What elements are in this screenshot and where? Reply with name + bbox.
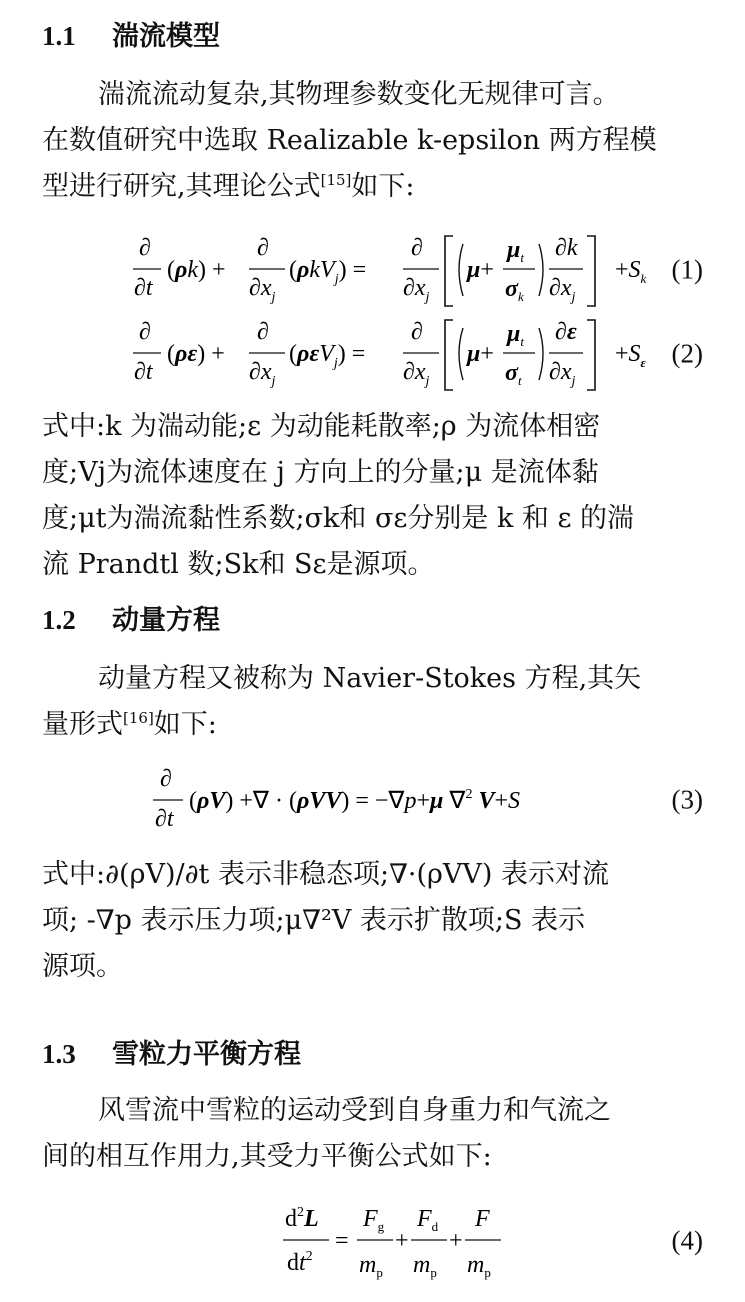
- equation-4-formula: [283, 1196, 523, 1286]
- drag-force: $F_d$: [416, 1206, 438, 1234]
- dt2-denominator: $dt^2$: [286, 1249, 313, 1276]
- section-heading-1-1: [42, 16, 220, 56]
- paragraph-line: 流 Prandtl 数;Sk和 Sε是源项。: [42, 549, 435, 580]
- left-paren: [459, 244, 463, 296]
- rho-epsilon-vj-term: (ρεV$_j$) =: [288, 341, 365, 371]
- right-paren: [539, 328, 543, 380]
- section-1-3-intro: [42, 1088, 704, 1180]
- paragraph-line: 湍流流动复杂,其物理参数变化无规律可言。: [98, 79, 620, 110]
- partial-t: ∂t: [133, 275, 153, 301]
- partial-xj: $\partial x_j$: [248, 359, 275, 389]
- left-bracket: [445, 236, 453, 306]
- paragraph-line: 风雪流中雪粒的运动受到自身重力和气流之: [98, 1095, 611, 1126]
- paragraph-line: 式中:k 为湍动能;ε 为动能耗散率;ρ 为流体相密: [42, 411, 601, 442]
- paragraph-text: 量形式: [42, 709, 123, 740]
- section-title: 雪粒力平衡方程: [112, 1039, 301, 1070]
- partial-epsilon: ∂ε: [554, 319, 577, 345]
- right-bracket: [587, 320, 595, 390]
- d2L-numerator: $d^2L$: [284, 1205, 319, 1232]
- paragraph-line: 间的相互作用力,其受力平衡公式如下:: [42, 1141, 492, 1172]
- partial-symbol: ∂: [410, 235, 423, 261]
- partial-k: ∂k: [554, 235, 578, 261]
- equation-1: [100, 228, 705, 312]
- partial-symbol: ∂: [410, 319, 423, 345]
- section-1-1-intro: [42, 72, 704, 210]
- partial-symbol: ∂: [256, 235, 269, 261]
- paragraph-line: 在数值研究中选取 Realizable k-epsilon 两方程模: [42, 125, 657, 156]
- source-term-s-epsilon: [613, 312, 673, 396]
- citation-15: [15]: [320, 171, 352, 189]
- partial-symbol: ∂: [256, 319, 269, 345]
- partial-symbol: ∂: [159, 766, 172, 792]
- sigma-k-symbol: $\sigma_k$: [504, 276, 524, 304]
- svg-text:+Sk: $+S_k$: [614, 257, 646, 286]
- rho-k-term: (ρk) +: [166, 257, 226, 283]
- particle-mass: $m_p$: [466, 1252, 491, 1280]
- paragraph-line: 源项。: [42, 951, 123, 982]
- left-bracket: [445, 320, 453, 390]
- equation-number: (3): [671, 784, 703, 815]
- paragraph-text: 如下:: [351, 171, 415, 202]
- partial-t: ∂t: [154, 806, 174, 832]
- section-number: 1.1: [42, 21, 76, 51]
- partial-xj: $\partial x_j$: [402, 275, 429, 305]
- mu-t-symbol: $\mu_t$: [506, 237, 524, 265]
- gravity-force: $F_g$: [362, 1206, 384, 1234]
- paragraph-line: [42, 702, 704, 748]
- equation-number: (1): [671, 254, 703, 285]
- section-1-2-intro: [42, 656, 704, 748]
- equation-2-formula: [133, 312, 613, 396]
- paragraph-line: 动量方程又被称为 Navier-Stokes 方程,其矢: [98, 663, 642, 694]
- section-title: 湍流模型: [112, 21, 220, 52]
- particle-mass: $m_p$: [412, 1252, 437, 1280]
- sigma-t-symbol: $\sigma_t$: [504, 360, 522, 388]
- section-1-1-notes: [42, 404, 704, 588]
- paragraph-line: 度;μt为湍流黏性系数;σk和 σε分别是 k 和 ε 的湍: [42, 503, 635, 534]
- mu-symbol: μ+: [466, 257, 494, 283]
- source-term-sk: [613, 228, 673, 312]
- plus-sign: +: [394, 1228, 409, 1254]
- section-number: 1.3: [42, 1039, 76, 1069]
- particle-mass: $m_p$: [358, 1252, 383, 1280]
- paragraph-text: 型进行研究,其理论公式: [42, 171, 321, 202]
- paragraph-line: 式中:∂(ρV)/∂t 表示非稳态项;∇·(ρVV) 表示对流: [42, 859, 610, 890]
- partial-t: ∂t: [133, 359, 153, 385]
- equation-2: [100, 312, 705, 396]
- citation-16: [16]: [123, 709, 154, 727]
- svg-text:+Sε: $+S_\varepsilon$: [614, 341, 646, 370]
- partial-xj: $\partial x_j$: [402, 359, 429, 389]
- right-paren: [539, 244, 543, 296]
- partial-symbol: ∂: [138, 319, 151, 345]
- equation-1-formula: [133, 228, 613, 312]
- equation-3: [100, 758, 705, 842]
- equation-3-formula: [153, 758, 653, 842]
- section-heading-1-3: [42, 1034, 301, 1074]
- equation-4: [100, 1196, 705, 1286]
- equals-sign: =: [334, 1228, 349, 1254]
- other-force: F: [474, 1206, 490, 1232]
- right-bracket: [587, 236, 595, 306]
- section-title: 动量方程: [112, 605, 220, 636]
- left-paren: [459, 328, 463, 380]
- partial-xj: $\partial x_j$: [548, 359, 575, 389]
- equation-number: (2): [671, 338, 703, 369]
- partial-symbol: ∂: [138, 235, 151, 261]
- mu-t-symbol: $\mu_t$: [506, 321, 524, 349]
- mu-symbol: μ+: [466, 341, 494, 367]
- plus-sign: +: [448, 1228, 463, 1254]
- rho-epsilon-term: (ρε) +: [166, 341, 225, 367]
- rho-k-vj-term: (ρkV$_j$) =: [288, 257, 366, 287]
- paragraph-text: 如下:: [153, 709, 217, 740]
- partial-xj: $\partial x_j$: [548, 275, 575, 305]
- partial-xj: $\partial x_j$: [248, 275, 275, 305]
- paragraph-line: 项; -∇p 表示压力项;μ∇²V 表示扩散项;S 表示: [42, 905, 586, 936]
- section-number: 1.2: [42, 605, 76, 635]
- paragraph-line: 度;Vj为流体速度在 j 方向上的分量;μ 是流体黏: [42, 457, 599, 488]
- equation-number: (4): [671, 1225, 703, 1256]
- momentum-terms: (ρV) +∇ · (ρVV) = −∇p+μ ∇$^2$ V+S: [188, 787, 520, 814]
- paragraph-line: [42, 164, 704, 210]
- section-1-2-notes: [42, 852, 704, 990]
- section-heading-1-2: [42, 600, 220, 640]
